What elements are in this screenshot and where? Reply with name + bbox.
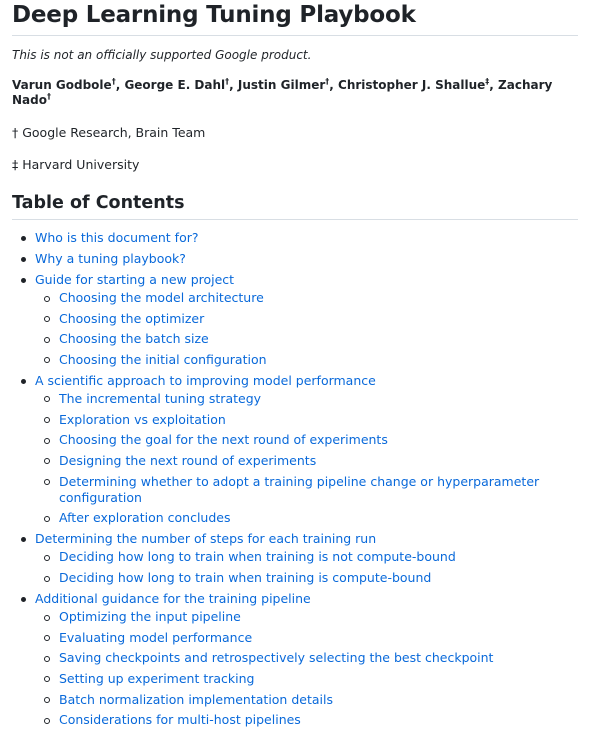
table-of-contents xyxy=(12,230,578,728)
toc-link[interactable]: Why a tuning playbook? xyxy=(35,251,186,267)
toc-subitem xyxy=(35,453,578,469)
toc-sublist xyxy=(35,549,578,586)
author-list: Varun Godbole†, George E. Dahl†, Justin Gilmer†, Christopher J. Shallue‡, Zachary Nado† xyxy=(12,76,553,108)
toc-sublink[interactable]: Exploration vs exploitation xyxy=(59,411,226,427)
toc-subitem xyxy=(35,290,578,306)
author-name: George E. Dahl xyxy=(124,77,226,92)
toc-sublink[interactable]: Designing the next round of experiments xyxy=(59,452,317,468)
toc-item xyxy=(12,272,578,368)
toc-link[interactable]: Additional guidance for the training pipeline xyxy=(35,590,311,606)
toc-heading: Table of Contents xyxy=(12,191,578,220)
affiliation-harvard: ‡ Harvard University xyxy=(12,157,140,173)
author-affiliation-mark: † xyxy=(46,92,51,102)
toc-subitem xyxy=(35,549,578,565)
toc-subitem xyxy=(35,692,578,708)
toc-sublink[interactable]: Setting up experiment tracking xyxy=(59,670,255,686)
toc-subitem xyxy=(35,412,578,428)
toc-subitem xyxy=(35,510,578,526)
toc-sublink[interactable]: Optimizing the input pipeline xyxy=(59,609,241,625)
author-affiliation-mark: † xyxy=(325,76,330,86)
toc-subitem xyxy=(35,391,578,407)
toc-subitem xyxy=(35,311,578,327)
disclaimer: This is not an officially supported Google product. xyxy=(12,48,312,62)
author-affiliation-mark: † xyxy=(225,76,230,86)
toc-sublink[interactable]: Batch normalization implementation details xyxy=(59,691,333,707)
author-name: Christopher J. Shallue xyxy=(338,77,486,92)
toc-item xyxy=(12,230,578,246)
toc-item xyxy=(12,531,578,586)
toc-sublink[interactable]: Choosing the initial configuration xyxy=(59,351,267,367)
toc-item xyxy=(12,591,578,729)
toc-subitem xyxy=(35,570,578,586)
page-title: Deep Learning Tuning Playbook xyxy=(12,0,578,36)
toc-sublink[interactable]: Evaluating model performance xyxy=(59,629,253,645)
toc-subitem xyxy=(35,609,578,625)
toc-sublist xyxy=(35,391,578,527)
toc-item xyxy=(12,373,578,527)
toc-subitem xyxy=(35,630,578,646)
author-name: Justin Gilmer xyxy=(237,77,326,92)
toc-subitem xyxy=(35,671,578,687)
toc-subitem xyxy=(35,352,578,368)
toc-link[interactable]: Determining the number of steps for each training run xyxy=(35,531,377,547)
toc-sublink[interactable]: Deciding how long to train when training is compute-bound xyxy=(59,570,432,586)
toc-sublink[interactable]: Deciding how long to train when training is not compute-bound xyxy=(59,549,456,565)
toc-sublink[interactable]: Saving checkpoints and retrospectively selecting the best checkpoint xyxy=(59,650,494,666)
toc-subitem xyxy=(35,712,578,728)
toc-subitem xyxy=(35,474,578,507)
toc-sublink[interactable]: Choosing the goal for the next round of experiments xyxy=(59,432,388,448)
toc-link[interactable]: Guide for starting a new project xyxy=(35,271,235,287)
author-name: Varun Godbole xyxy=(12,77,112,92)
toc-subitem xyxy=(35,331,578,347)
toc-sublist xyxy=(35,609,578,728)
toc-sublist xyxy=(35,290,578,368)
toc-sublink[interactable]: The incremental tuning strategy xyxy=(59,390,262,406)
toc-link[interactable]: A scientific approach to improving model performance xyxy=(35,372,376,388)
toc-subitem xyxy=(35,432,578,448)
author-affiliation-mark: ‡ xyxy=(485,76,490,86)
toc-sublink[interactable]: After exploration concludes xyxy=(59,510,231,526)
author-name: Zachary Nado xyxy=(12,77,553,108)
toc-link[interactable]: Who is this document for? xyxy=(35,230,199,246)
toc-subitem xyxy=(35,650,578,666)
toc-sublink[interactable]: Choosing the model architecture xyxy=(59,290,264,306)
toc-item xyxy=(12,251,578,267)
toc-sublink[interactable]: Considerations for multi-host pipelines xyxy=(59,712,301,728)
toc-sublink[interactable]: Choosing the batch size xyxy=(59,331,209,347)
author-affiliation-mark: † xyxy=(111,76,116,86)
toc-sublink[interactable]: Determining whether to adopt a training pipeline change or hyperparameter configuration xyxy=(59,473,540,505)
toc-sublink[interactable]: Choosing the optimizer xyxy=(59,310,205,326)
affiliation-google: † Google Research, Brain Team xyxy=(12,124,206,140)
